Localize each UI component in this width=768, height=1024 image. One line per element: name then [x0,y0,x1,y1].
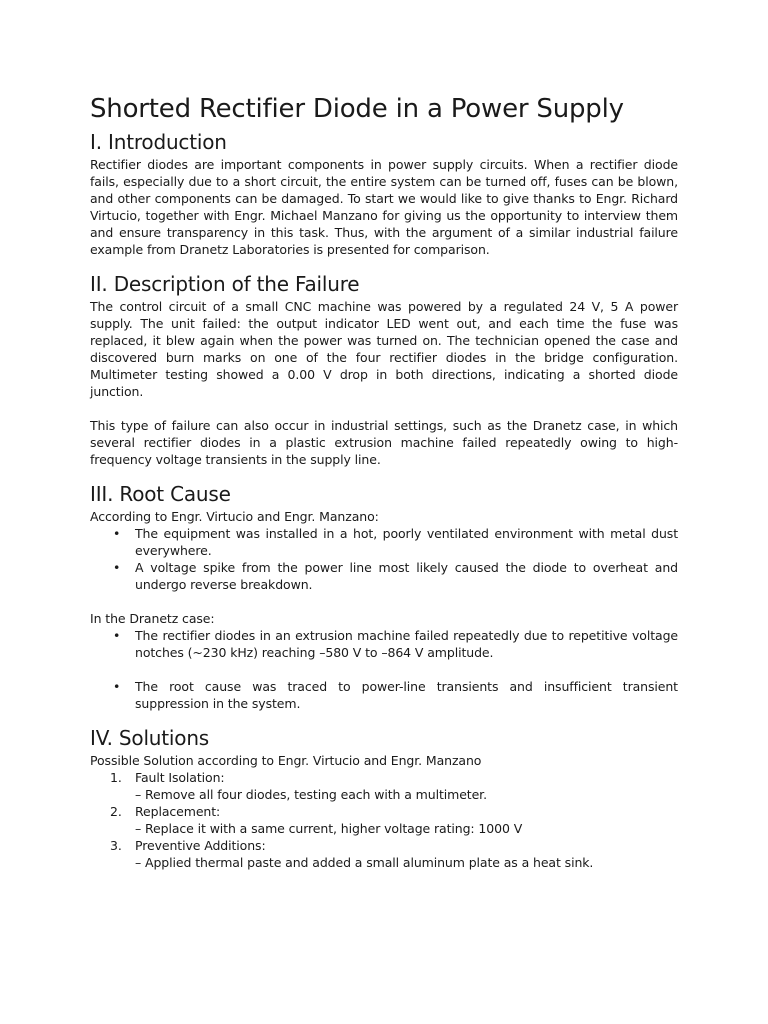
section-solutions [90,724,678,871]
section-heading: IV. Solutions [90,726,210,750]
item-detail: – Applied thermal paste and added a small aluminum plate as a heat sink. [135,855,594,870]
item-label: Preventive Additions: [135,838,266,853]
list-item [110,769,678,803]
list-intro: According to Engr. Virtucio and Engr. Manzano: [90,509,379,524]
list-item: • The equipment was installed in a hot, poorly ventilated environment with metal dust everywhere. [113,525,678,559]
item-detail: – Replace it with a same current, higher voltage rating: 1000 V [135,821,523,836]
paragraph: The control circuit of a small CNC machine was powered by a regulated 24 V, 5 A power supply. The unit failed: the output indicator LED went out, and each time the fuse was replaced, it blew again when the power was turned on. The technician opened the case and discovered burn marks on one of the four rectifier diodes in the bridge configuration. Multimeter testing showed a 0.00 V drop in both directions, indicating a shorted diode junction. [90,299,678,399]
section-heading: I. Introduction [90,130,227,154]
section-heading: II. Description of the Failure [90,272,360,296]
list-item [110,803,678,837]
numbered-list [90,769,678,871]
section-root-cause [90,480,678,712]
list-item: • The rectifier diodes in an extrusion machine failed repeatedly due to repetitive voltage notches (~230 kHz) reaching –580 V to –864 V amplitude. [113,627,678,661]
section-introduction [90,128,678,258]
section-description-of-failure [90,270,678,468]
bullet-list [90,678,678,712]
item-number: 1. [110,770,122,785]
list-item: • The root cause was traced to power-line transients and insufficient transient suppression in the system. [113,678,678,712]
item-label: Fault Isolation: [135,770,225,785]
item-number: 2. [110,804,122,819]
item-label: Replacement: [135,804,221,819]
list-intro: In the Dranetz case: [90,611,215,626]
document-title: Shorted Rectifier Diode in a Power Supply [90,94,624,124]
section-heading: III. Root Cause [90,482,231,506]
list-item: • A voltage spike from the power line most likely caused the diode to overheat and undergo reverse breakdown. [113,559,678,593]
bullet-list [90,627,678,661]
bullet-list [90,525,678,593]
list-intro: Possible Solution according to Engr. Virtucio and Engr. Manzano [90,753,482,768]
paragraph: Rectifier diodes are important components in power supply circuits. When a rectifier diode fails, especially due to a short circuit, the entire system can be turned off, fuses can be blown, and other components can be damaged. To start we would like to give thanks to Engr. Richard Virtucio, together with Engr. Michael Manzano for giving us the opportunity to interview them and ensure transparency in this task. Thus, with the argument of a similar industrial failure example from Dranetz Laboratories is presented for comparison. [90,157,678,257]
item-detail: – Remove all four diodes, testing each with a multimeter. [135,787,487,802]
paragraph: This type of failure can also occur in industrial settings, such as the Dranetz case, in which several rectifier diodes in a plastic extrusion machine failed repeatedly owing to high-frequency voltage transients in the supply line. [90,418,678,467]
list-item [110,837,678,871]
item-number: 3. [110,838,122,853]
